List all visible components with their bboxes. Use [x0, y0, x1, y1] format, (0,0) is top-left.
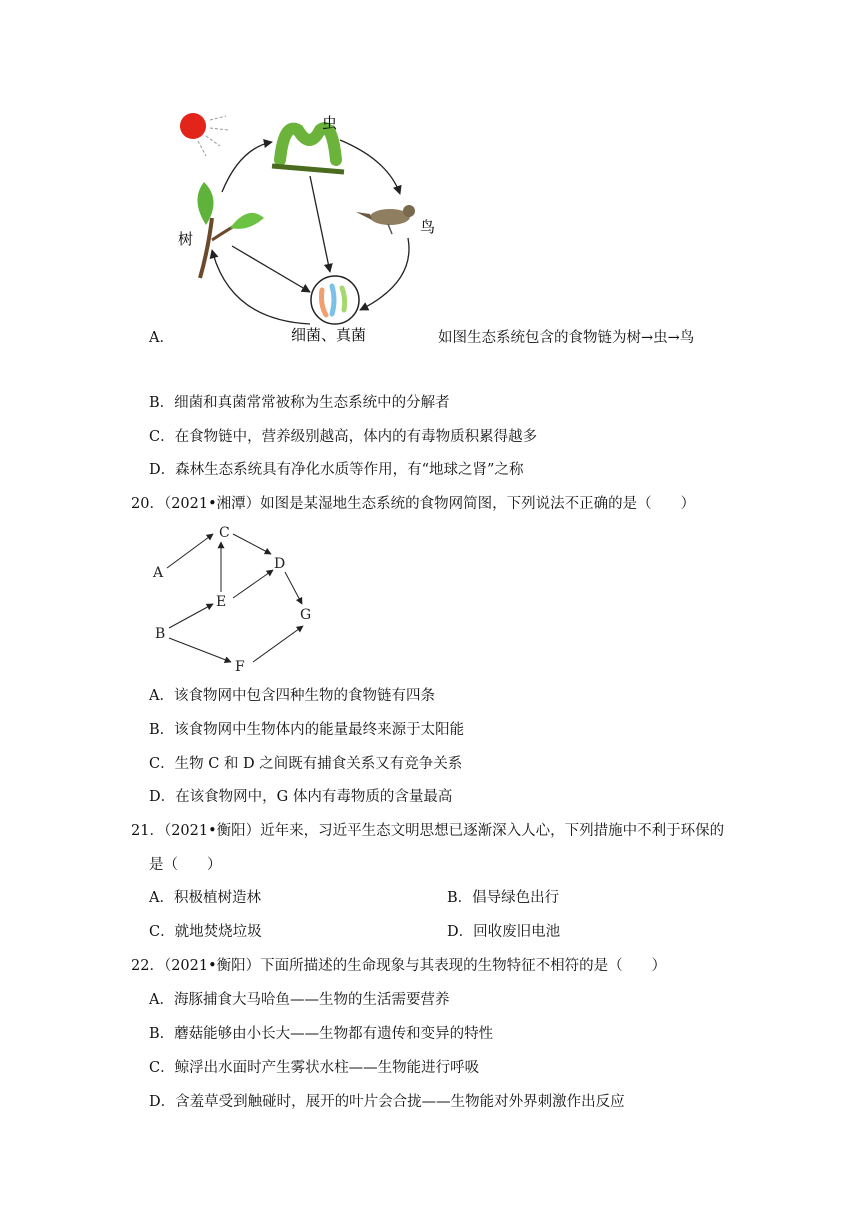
node-f: F — [235, 659, 245, 675]
node-b: B — [155, 626, 166, 642]
node-e: E — [216, 594, 227, 610]
decomposer-icon — [311, 276, 359, 324]
q20-stem: 20．（2021•湘潭）如图是某湿地生态系统的食物网简图，下列说法不正确的是（ ） — [131, 496, 696, 512]
food-web-diagram — [145, 520, 325, 675]
plant-icon — [197, 182, 264, 278]
node-d: D — [274, 556, 286, 572]
node-c: C — [219, 525, 230, 541]
q21-stem-line2: 是（ ） — [149, 857, 222, 873]
decomposer-label: 细菌、真菌 — [291, 326, 367, 344]
q19-option-a-text: 如图生态系统包含的食物链为树→虫→鸟 — [438, 330, 695, 346]
q21-option-c: C．就地焚烧垃圾 — [149, 924, 262, 940]
sun-icon — [180, 113, 228, 156]
q20-option-d: D．在该食物网中，G 体内有毒物质的含量最高 — [149, 789, 453, 805]
q21-stem-line1: 21．（2021•衡阳）近年来，习近平生态文明思想已逐渐深入人心，下列措施中不利于环保的 — [131, 823, 725, 839]
caterpillar-icon — [272, 128, 344, 172]
q20-option-c: C．生物 C 和 D 之间既有捕食关系又有竞争关系 — [149, 756, 463, 772]
q22-option-c: C．鲸浮出水面时产生雾状水柱——生物能进行呼吸 — [149, 1060, 480, 1076]
node-a: A — [153, 565, 164, 581]
q22-option-d: D．含羞草受到触碰时，展开的叶片会合拢——生物能对外界刺激作出反应 — [149, 1094, 625, 1110]
bird-icon — [356, 205, 415, 234]
insect-label: 虫 — [322, 114, 338, 132]
q21-option-d: D．回收废旧电池 — [447, 924, 561, 940]
q22-option-b: B．蘑菇能够由小长大——生物都有遗传和变异的特性 — [149, 1026, 494, 1042]
q19-option-c: C．在食物链中，营养级别越高，体内的有毒物质积累得越多 — [149, 429, 538, 445]
node-g: G — [300, 607, 312, 623]
q22-option-a: A．海豚捕食大马哈鱼——生物的生活需要营养 — [149, 992, 450, 1008]
q21-option-b: B．倡导绿色出行 — [447, 890, 560, 906]
tree-label: 树 — [178, 230, 194, 248]
q19-option-b: B．细菌和真菌常常被称为生态系统中的分解者 — [149, 395, 450, 411]
bird-label: 鸟 — [420, 218, 436, 236]
q22-stem: 22．（2021•衡阳）下面所描述的生命现象与其表现的生物特征不相符的是（ ） — [131, 958, 667, 974]
q19-option-d: D．森林生态系统具有净化水质等作用，有“地球之肾”之称 — [149, 462, 524, 478]
q20-option-a: A．该食物网中包含四种生物的食物链有四条 — [149, 688, 435, 704]
q19-option-a-letter: A． — [149, 330, 174, 346]
ecosystem-figure — [160, 100, 450, 350]
q20-option-b: B．该食物网中生物体内的能量最终来源于太阳能 — [149, 722, 465, 738]
q21-option-a: A．积极植树造林 — [149, 890, 261, 906]
